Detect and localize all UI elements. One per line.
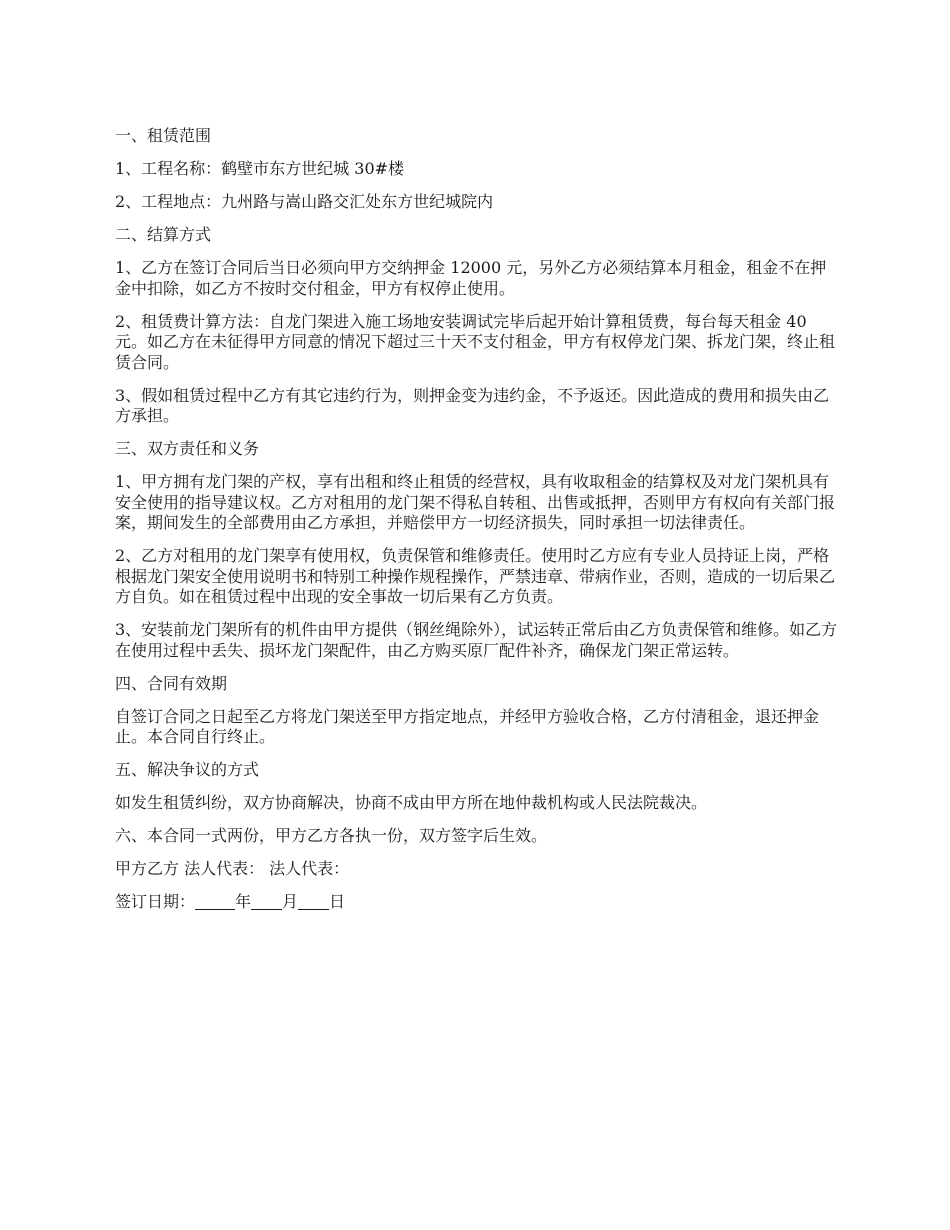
paragraph: 2、租赁费计算方法：自龙门架进入施工场地安装调试完毕后起开始计算租赁费，每台每天租金 40 元。如乙方在未征得甲方同意的情况下超过三十天不支付租金，甲方有权停龙门架、拆龙门架，终止租赁合同。 (115, 311, 836, 372)
month-label: 月 (282, 892, 299, 911)
paragraph: 1、乙方在签订合同后当日必须向甲方交纳押金 12000 元，另外乙方必须结算本月租金，租金不在押金中扣除，如乙方不按时交付租金，甲方有权停止使用。 (115, 258, 827, 298)
section-heading: 四、合同有效期 (115, 673, 228, 693)
paragraph: 3、安装前龙门架所有的机件由甲方提供（钢丝绳除外），试运转正常后由乙方负责保管和维修。如乙方在使用过程中丢失、损坏龙门架配件，由乙方购买原厂配件补齐，确保龙门架正常运转。 (115, 620, 838, 660)
section-heading: 二、结算方式 (115, 225, 212, 244)
month-blank (251, 893, 282, 910)
copies-clause: 六、本合同一式两份，甲方乙方各执一份，双方签字后生效。 (115, 826, 548, 845)
signature-line: 甲方乙方 法人代表： 法人代表： (115, 859, 350, 878)
section-heading: 一、租赁范围 (115, 126, 212, 145)
paragraph: 3、假如租赁过程中乙方有其它违约行为，则押金变为违约金，不予返还。因此造成的费用和损失由乙方承担。 (115, 385, 830, 425)
day-blank (298, 893, 329, 910)
paragraph: 1、甲方拥有龙门架的产权，享有出租和终止租赁的经营权，具有收取租金的结算权及对龙门架机具有安全使用的指导建议权。乙方对租用的龙门架不得私自转租、出售或抵押，否则甲方有权向有关部门报案，期间发生的全部费用由乙方承担，并赔偿甲方一切经济损失，同时承担一切法律责任。 (115, 472, 836, 532)
day-label: 日 (329, 892, 346, 911)
signing-date-line (115, 892, 840, 913)
section-heading: 三、双方责任和义务 (115, 439, 260, 458)
date-label: 签订日期： (115, 892, 196, 911)
paragraph: 1、工程名称：鹤壁市东方世纪城 30#楼 (115, 159, 405, 178)
paragraph: 2、乙方对租用的龙门架享有使用权，负责保管和维修责任。使用时乙方应有专业人员持证上岗，严格根据龙门架安全使用说明书和特别工种操作规程操作，严禁违章、带病作业，否则，造成的一切后果乙方自负。如在租赁过程中出现的安全事故一切后果有乙方负责。 (115, 546, 836, 606)
contract-document (115, 126, 840, 925)
paragraph: 如发生租赁纠纷，双方协商解决，协商不成由甲方所在地仲裁机构或人民法院裁决。 (115, 793, 708, 812)
paragraph: 2、工程地点：九州路与嵩山路交汇处东方世纪城院内 (115, 192, 494, 211)
section-heading: 五、解决争议的方式 (115, 760, 260, 779)
year-blank (195, 893, 235, 910)
paragraph: 自签订合同之日起至乙方将龙门架送至甲方指定地点，并经甲方验收合格，乙方付清租金，退还押金止。本合同自行终止。 (115, 706, 820, 746)
year-label: 年 (235, 892, 252, 911)
